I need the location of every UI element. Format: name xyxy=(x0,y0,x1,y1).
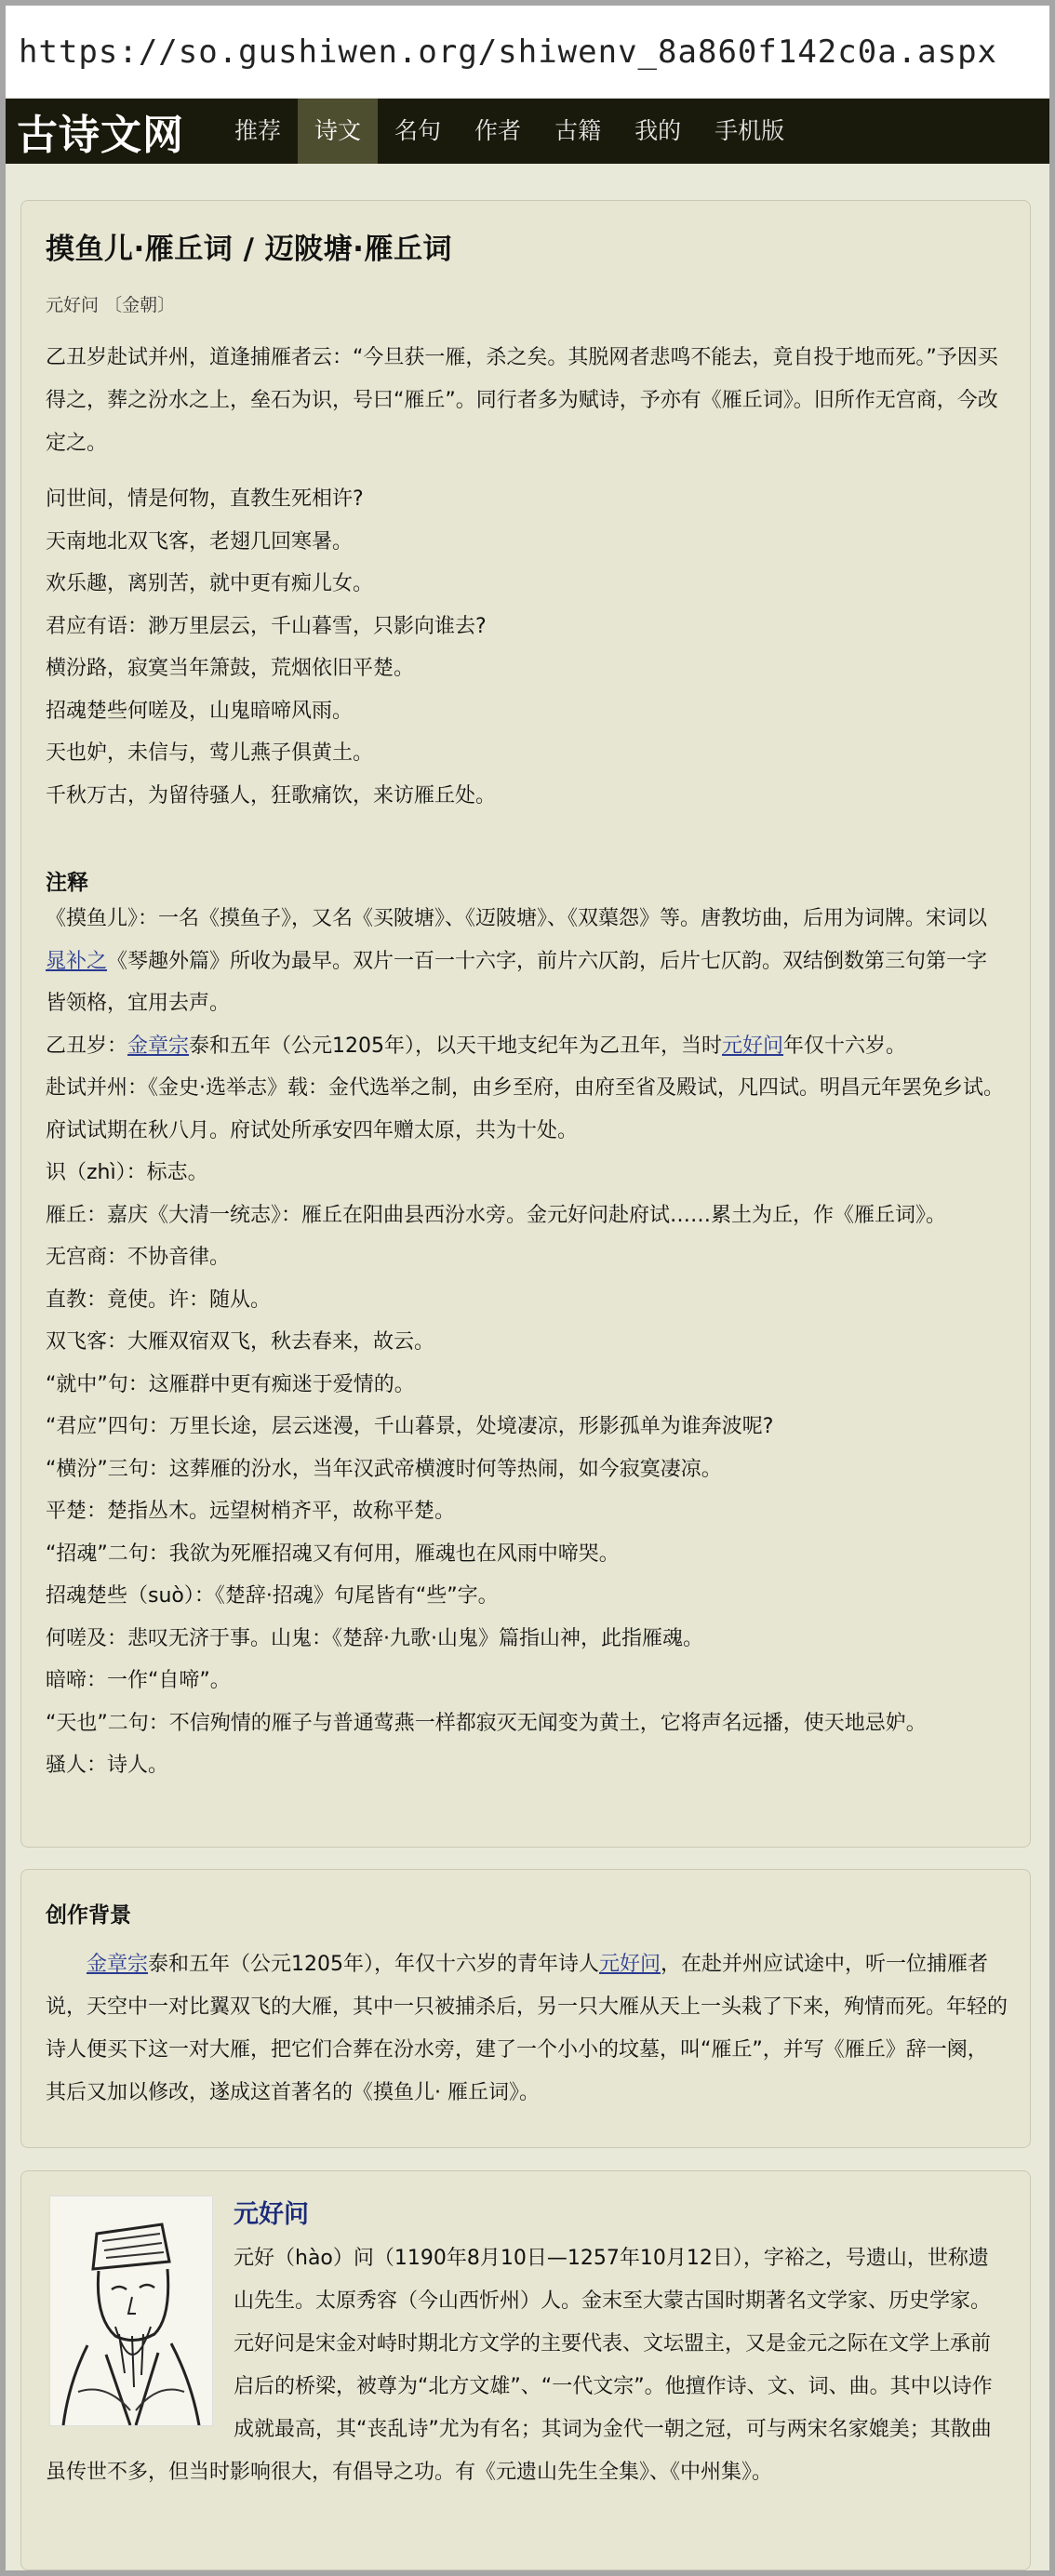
nav-item-recommend[interactable]: 推荐 xyxy=(234,117,282,144)
note-item: 招魂楚些（suò）：《楚辞·招魂》句尾皆有“些”字。 xyxy=(46,1584,499,1608)
poem-line: 招魂楚些何嗟及，山鬼暗啼风雨。 xyxy=(46,699,354,723)
poem-card xyxy=(20,200,1031,1848)
note-item: 双飞客：大雁双宿双飞，秋去春来，故云。 xyxy=(46,1330,435,1354)
poem-body xyxy=(46,478,1008,817)
note-text: 《摸鱼儿》：一名《摸鱼子》，又名《买陂塘》、《迈陂塘》、《双蕖怨》等。唐教坊曲，后用为词牌。宋词以 xyxy=(46,907,988,930)
nav-item-authors[interactable]: 作者 xyxy=(474,117,522,144)
note-item: “招魂”二句：我欲为死雁招魂又有何用，雁魂也在风雨中啼哭。 xyxy=(46,1542,620,1566)
note-item: “横汾”三句：这葬雁的汾水，当年汉武帝横渡时何等热闹，如今寂寞凄凉。 xyxy=(46,1457,722,1481)
note-text: 年仅十六岁。 xyxy=(783,1034,907,1058)
poem-author[interactable]: 元好问 xyxy=(46,295,100,315)
nav-item-mobile[interactable]: 手机版 xyxy=(714,117,785,144)
author-bio-text: 元好（hào）问（1190年8月10日—1257年10月12日），字裕之，号遗山，世称遗山先生。太原秀容（今山西忻州）人。金末至大蒙古国时期著名文学家、历史学家。元好问是宋金对峙时期北方文学的主要代表、文坛盟主，又是金元之际在文学上承前启后的桥梁，被尊为“北方文雄”、“一代文宗”。他擅作诗、文、词、曲。其中以诗作成就最高，其“丧乱诗”尤为有名；其词为金代一朝之冠，可与两宋名家媲美；其散曲虽传世不多，但当时影响很大，有倡导之功。有《元遗山先生全集》、《中州集》。 xyxy=(46,2247,993,2484)
poem-line: 君应有语：渺万里层云，千山暮雪，只影向谁去? xyxy=(46,614,487,638)
poem-line: 天也妒，未信与，莺儿燕子俱黄土。 xyxy=(46,741,374,765)
nav-item-classics[interactable]: 古籍 xyxy=(554,117,602,144)
link-chao-buzhi[interactable]: 晁补之 xyxy=(46,949,108,973)
note-item: 直教：竟使。许：随从。 xyxy=(46,1288,272,1312)
portrait-sketch-icon xyxy=(50,2196,212,2425)
link-jin-zhangzong[interactable]: 金章宗 xyxy=(127,1034,190,1058)
browser-window xyxy=(6,6,1049,2570)
link-yuan-haowen[interactable]: 元好问 xyxy=(599,1953,661,1976)
note-text: 乙丑岁： xyxy=(46,1034,128,1058)
notes-heading: 注释 xyxy=(46,871,88,895)
poem-dynasty: 〔金朝〕 xyxy=(104,295,176,315)
background-text xyxy=(46,1943,1008,2115)
note-item: “就中”句：这雁群中更有痴迷于爱情的。 xyxy=(46,1372,415,1396)
note-item: 识（zhì）：标志。 xyxy=(46,1161,208,1184)
poem-line: 千秋万古，为留待骚人，狂歌痛饮，来访雁丘处。 xyxy=(46,783,497,808)
note-item: 何嗟及：悲叹无济于事。山鬼：《楚辞·九歌·山鬼》篇指山神，此指雁魂。 xyxy=(46,1626,703,1650)
poem-line: 天南地北双飞客，老翅几回寒暑。 xyxy=(46,529,354,554)
poem-line: 横汾路，寂寞当年箫鼓，荒烟依旧平楚。 xyxy=(46,657,415,680)
poem-title: 摸鱼儿·雁丘词 / 迈陂塘·雁丘词 xyxy=(46,233,452,266)
poem-line: 问世间，情是何物，直教生死相许? xyxy=(46,487,364,511)
note-text: 泰和五年（公元1205年），以天干地支纪年为乙丑年，当时 xyxy=(189,1034,723,1058)
poem-line: 欢乐趣，离别苦，就中更有痴儿女。 xyxy=(46,572,374,595)
note-item xyxy=(46,1025,1008,1068)
note-item: “君应”四句：万里长途，层云迷漫，千山暮景，处境凄凉，形影孤单为谁奔波呢? xyxy=(46,1415,774,1438)
note-item: 平楚：楚指丛木。远望树梢齐平，故称平楚。 xyxy=(46,1500,456,1523)
note-item: 赴试并州：《金史·选举志》载：金代选举之制，由乡至府，由府至省及殿试，凡四试。明昌元年罢免乡试。府试试期在秋八月。府试处所承安四年赠太原，共为十处。 xyxy=(46,1076,1004,1142)
note-item: “天也”二句：不信殉情的雁子与普通莺燕一样都寂灭无闻变为黄土，它将声名远播，使天地忌妒。 xyxy=(46,1711,927,1735)
note-item xyxy=(46,898,1008,1025)
site-logo[interactable]: 古诗文网 xyxy=(17,112,184,159)
nav-item-poems[interactable]: 诗文 xyxy=(298,99,378,164)
url-text[interactable]: https://so.gushiwen.org/shiwenv_8a860f142c0a.aspx xyxy=(19,33,998,71)
author-name[interactable]: 元好问 xyxy=(234,2200,309,2229)
nav-item-mine[interactable]: 我的 xyxy=(634,117,682,144)
author-card xyxy=(20,2170,1031,2570)
note-item: 雁丘：嘉庆《大清一统志》：雁丘在阳曲县西汾水旁。金元好问赴府试……累土为丘，作《雁丘词》。 xyxy=(46,1203,947,1227)
author-portrait[interactable] xyxy=(49,2196,213,2426)
note-item: 无宫商：不协音律。 xyxy=(46,1246,231,1269)
poem-preface: 乙丑岁赴试并州，道逢捕雁者云：“今旦获一雁，杀之矣。其脱网者悲鸣不能去，竟自投于地而死。”予因买得之，葬之汾水之上，垒石为识，号曰“雁丘”。同行者多为赋诗，予亦有《雁丘词》。旧所作无宫商，今改定之。 xyxy=(46,346,998,455)
background-text-part: ，在赴并州应试途中，听一位捕雁者说，天空中一对比翼双飞的大雁，其中一只被捕杀后，另一只大雁从天上一头栽了下来，殉情而死。年轻的诗人便买下这一对大雁，把它们合葬在汾水旁，建了一个小小的坟墓，叫“雁丘”，并写《雁丘》辞一阕，其后又加以修改，遂成这首著名的《摸鱼儿· 雁丘词》。 xyxy=(46,1953,1008,2104)
background-text-part: 泰和五年（公元1205年），年仅十六岁的青年诗人 xyxy=(148,1953,600,1976)
nav-item-quotes[interactable]: 名句 xyxy=(394,117,442,144)
link-yuan-haowen[interactable]: 元好问 xyxy=(722,1034,784,1058)
note-text: 《琴趣外篇》所收为最早。双片一百一十六字，前片六仄韵，后片七仄韵。双结倒数第三句第一字皆领格，宜用去声。 xyxy=(46,949,988,1015)
note-item: 骚人：诗人。 xyxy=(46,1754,169,1777)
background-card xyxy=(20,1869,1031,2148)
link-jin-zhangzong[interactable]: 金章宗 xyxy=(87,1953,149,1976)
top-nav xyxy=(6,99,1049,164)
address-bar[interactable] xyxy=(6,6,1049,99)
background-heading: 创作背景 xyxy=(46,1903,131,1928)
note-item: 暗啼：一作“自啼”。 xyxy=(46,1669,231,1692)
poem-meta xyxy=(46,291,1008,316)
